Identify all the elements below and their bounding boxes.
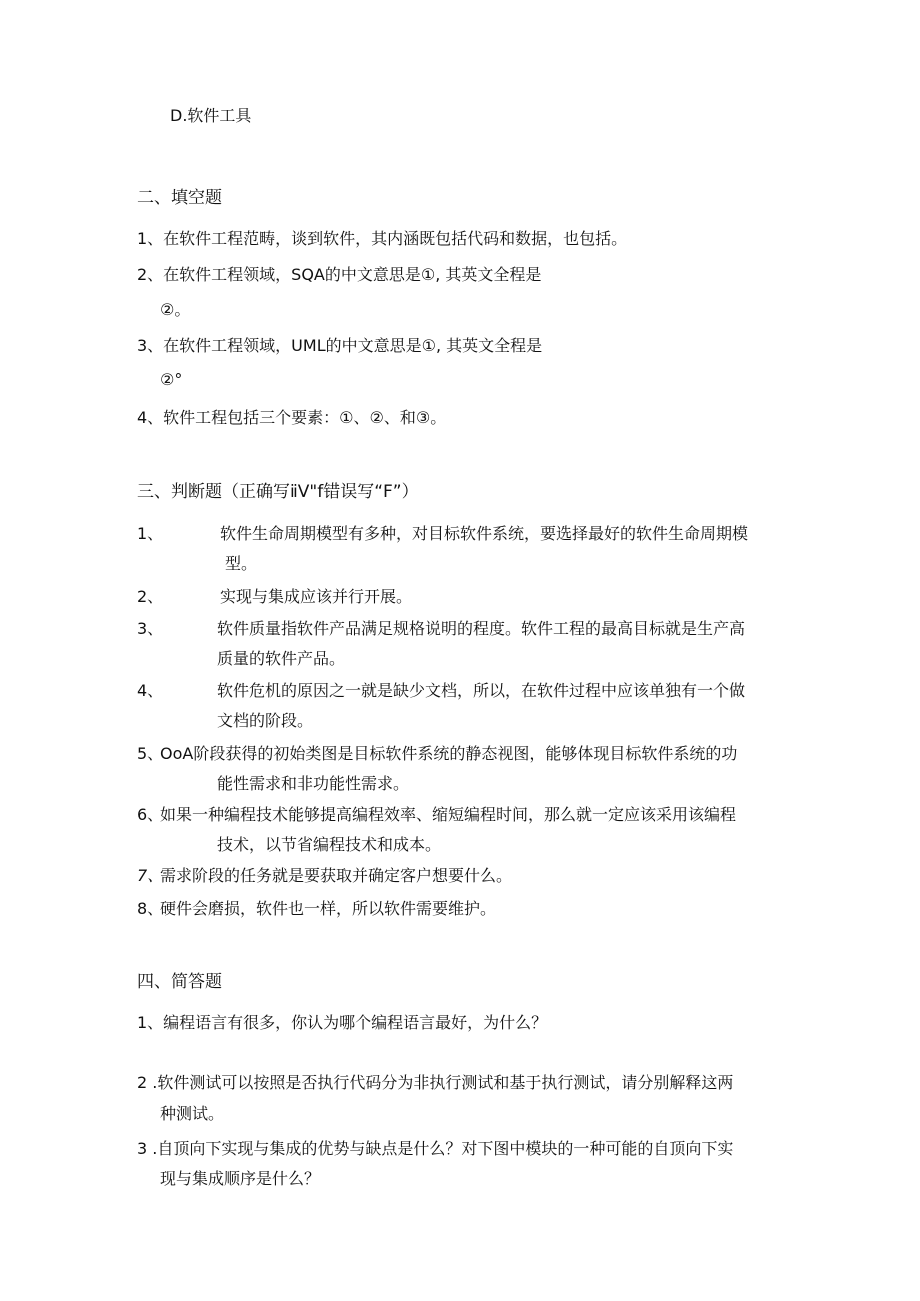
tf-item-3-text-cont: 质量的软件产品。 — [217, 649, 346, 668]
fill-blank-q1: 1、在软件工程范畴，谈到软件，其内涵既包括代码和数据，也包括。 — [137, 229, 628, 248]
tf-item-1-text: 软件生命周期模型有多种，对目标软件系统，要选择最好的软件生命周期模 — [220, 524, 749, 543]
tf-item-6-text-cont: 技术，以节省编程技术和成本。 — [217, 835, 442, 854]
fill-blank-q2: 2、在软件工程领域，SQA的中文意思是①, 其英文全程是 — [137, 265, 542, 284]
short-answer-heading: 四、简答题 — [137, 972, 222, 992]
tf-item-7-text: 需求阶段的任务就是要获取并确定客户想要什么。 — [160, 866, 513, 885]
short-answer-q3: 3 .自顶向下实现与集成的优势与缺点是什么？对下图中模块的一种可能的自顶向下实 — [137, 1139, 734, 1158]
tf-item-8-text: 硬件会磨损，软件也一样，所以软件需要维护。 — [160, 899, 497, 918]
tf-item-5-text: OoA阶段获得的初始类图是目标软件系统的静态视图，能够体现目标软件系统的功 — [160, 744, 738, 763]
tf-item-1-num: 1、 — [137, 524, 164, 543]
short-answer-q1: 1、编程语言有很多，你认为哪个编程语言最好，为什么？ — [137, 1013, 548, 1032]
option-d: D.软件工具 — [170, 106, 252, 125]
tf-item-2-text: 实现与集成应该并行开展。 — [220, 587, 413, 606]
tf-item-5-num: 5、 — [137, 744, 164, 763]
tf-item-4-text: 软件危机的原因之一就是缺少文档，所以，在软件过程中应该单独有一个做 — [217, 681, 746, 700]
tf-item-8-num: 8、 — [137, 899, 164, 918]
short-answer-q3-cont: 现与集成顺序是什么？ — [160, 1169, 321, 1188]
fill-blank-q3-cont: ②° — [160, 370, 183, 389]
tf-item-5-text-cont: 能性需求和非功能性需求。 — [217, 774, 410, 793]
tf-item-7-num: 7、 — [137, 866, 164, 885]
tf-item-2-num: 2、 — [137, 587, 164, 606]
tf-item-6-num: 6、 — [137, 805, 164, 824]
fill-blank-q4: 4、软件工程包括三个要素：①、②、和③。 — [137, 408, 447, 427]
fill-blank-q3: 3、在软件工程领域，UML的中文意思是①, 其英文全程是 — [137, 336, 543, 355]
short-answer-q2: 2 .软件测试可以按照是否执行代码分为非执行测试和基于执行测试，请分别解释这两 — [137, 1073, 734, 1092]
fill-blank-q2-cont: ②。 — [160, 300, 191, 319]
fill-blank-heading: 二、填空题 — [137, 188, 222, 208]
true-false-heading: 三、判断题（正确写ⅱV"f错误写“F”） — [137, 482, 419, 502]
tf-item-1-text-cont: 型。 — [225, 554, 258, 573]
tf-item-3-num: 3、 — [137, 619, 164, 638]
short-answer-q2-cont: 种测试。 — [160, 1104, 225, 1123]
tf-item-3-text: 软件质量指软件产品满足规格说明的程度。软件工程的最高目标就是生产高 — [217, 619, 746, 638]
tf-item-4-num: 4、 — [137, 681, 164, 700]
tf-item-4-text-cont: 文档的阶段。 — [217, 711, 314, 730]
tf-item-6-text: 如果一种编程技术能够提高编程效率、缩短编程时间，那么就一定应该采用该编程 — [160, 805, 737, 824]
